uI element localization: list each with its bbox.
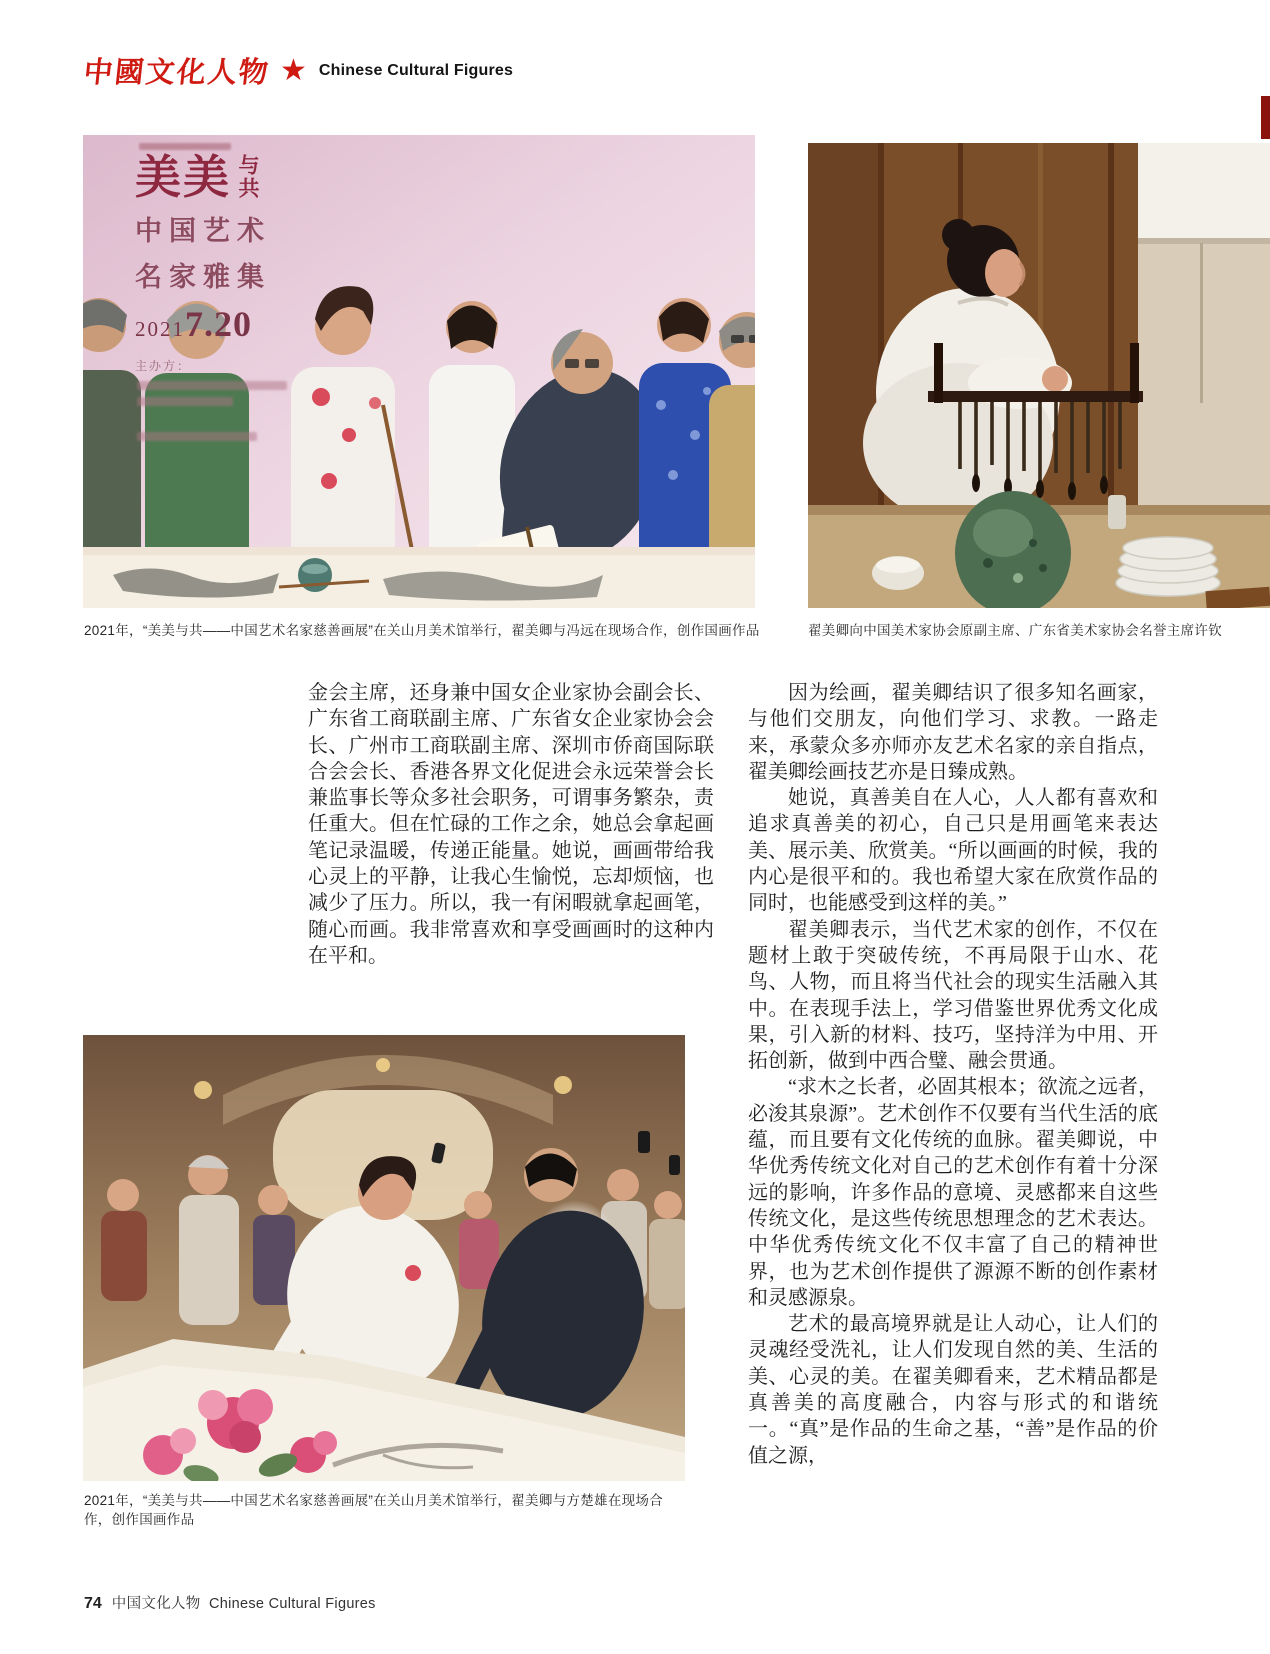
- page-number: 74: [84, 1595, 102, 1612]
- page-footer: [84, 1592, 380, 1613]
- banner-logo-side-text: 与共: [236, 154, 260, 200]
- masthead: [84, 50, 513, 91]
- photo-caption-top-left: 2021年，“美美与共——中国艺术名家慈善画展”在关山月美术馆举行，翟美卿与冯远在现场合作，创作国画作品: [84, 623, 760, 638]
- article-column-left: [308, 680, 714, 969]
- banner-title-line1: 中国艺术: [135, 216, 271, 247]
- photo-caption-top-right: 翟美卿向中国美术家协会原副主席、广东省美术家协会名誉主席许钦: [808, 623, 1222, 638]
- banner-organizer-label: 主办方：: [135, 359, 192, 374]
- banner-logo-text: 美美: [135, 152, 231, 203]
- paragraph: 她说，真善美自在人心，人人都有喜欢和追求真善美的初心，自己只是用画笔来表达美、展示美、欣赏美。“所以画画的时候，我的内心是很平和的。我也希望大家在欣赏作品的同时，也能感受到这样的美。”: [748, 787, 1158, 915]
- backdrop-banner: [135, 141, 287, 441]
- magazine-logo-zh: 中國文化人物: [82, 57, 272, 89]
- footer-magazine-en: Chinese Cultural Figures: [208, 1596, 376, 1612]
- banner-blurred-lines: [139, 143, 231, 150]
- photo-illustration-brush-rack: [808, 143, 1270, 608]
- photo-brush-rack: [808, 143, 1270, 608]
- paragraph: 因为绘画，翟美卿结识了很多知名画家，与他们交朋友，向他们学习、求教。一路走来，承蒙众多亦师亦友艺术名家的亲自指点，翟美卿绘画技艺亦是日臻成熟。: [748, 682, 1158, 783]
- banner-date: 20217.20: [135, 304, 252, 345]
- banner-blurred-lines: [137, 432, 257, 441]
- banner-title-line2: 名家雅集: [135, 262, 271, 293]
- footer-magazine-name: [112, 1592, 380, 1613]
- photo-peony-painting-event: [83, 1035, 685, 1481]
- banner-blurred-lines: [137, 397, 233, 406]
- article-column-right: [748, 680, 1158, 1469]
- banner-blurred-lines: [137, 381, 287, 390]
- photo-caption-bottom-left: 2021年，“美美与共——中国艺术名家慈善画展”在关山月美术馆举行，翟美卿与方楚雄在现场合作，创作国画作品: [84, 1493, 664, 1527]
- photo-art-salon-event: [83, 135, 755, 608]
- star-icon: ★: [280, 53, 307, 87]
- paragraph: 艺术的最高境界就是让人动心，让人们的灵魂经受洗礼，让人们发现自然的美、生活的美、心灵的美。在翟美卿看来，艺术精品都是真善美的高度融合，内容与形式的和谐统一。“真”是作品的生命之基，“善”是作品的价值之源，: [748, 1313, 1158, 1467]
- photo-illustration-peony-event: [83, 1035, 685, 1481]
- paragraph: “求木之长者，必固其根本；欲流之远者，必浚其泉源”。艺术创作不仅要有当代生活的底蕴，而且要有文化传统的血脉。翟美卿说，中华优秀传统文化对自己的艺术创作有着十分深远的影响，许多作品的意境、灵感都来自这些传统文化，是这些传统思想理念的艺术表达。中华优秀传统文化不仅丰富了自己的精神世界，也为艺术创作提供了源源不断的创作素材和灵感源泉。: [748, 1076, 1158, 1309]
- footer-magazine-zh: 中国文化人物: [111, 1596, 201, 1612]
- magazine-logo-en: Chinese Cultural Figures: [318, 61, 514, 79]
- page-edge-tab: [1261, 96, 1270, 139]
- paragraph: 翟美卿表示，当代艺术家的创作，不仅在题材上敢于突破传统，不再局限于山水、花鸟、人物，而且将当代社会的现实生活融入其中。在表现手法上，学习借鉴世界优秀文化成果，引入新的材料、技巧，坚持洋为中用、开拓创新，做到中西合璧、融会贯通。: [748, 918, 1158, 1073]
- paragraph: 金会主席，还身兼中国女企业家协会副会长、广东省工商联副主席、广东省女企业家协会会长、广州市工商联副主席、深圳市侨商国际联合会会长、香港各界文化促进会永远荣誉会长兼监事长等众多社会职务，可谓事务繁杂，责任重大。但在忙碌的工作之余，她总会拿起画笔记录温暖，传递正能量。她说，画画带给我心灵上的平静，让我心生愉悦，忘却烦恼，也减少了压力。所以，我一有闲暇就拿起画笔，随心而画。我非常喜欢和享受画画时的这种内在平和。: [308, 682, 714, 967]
